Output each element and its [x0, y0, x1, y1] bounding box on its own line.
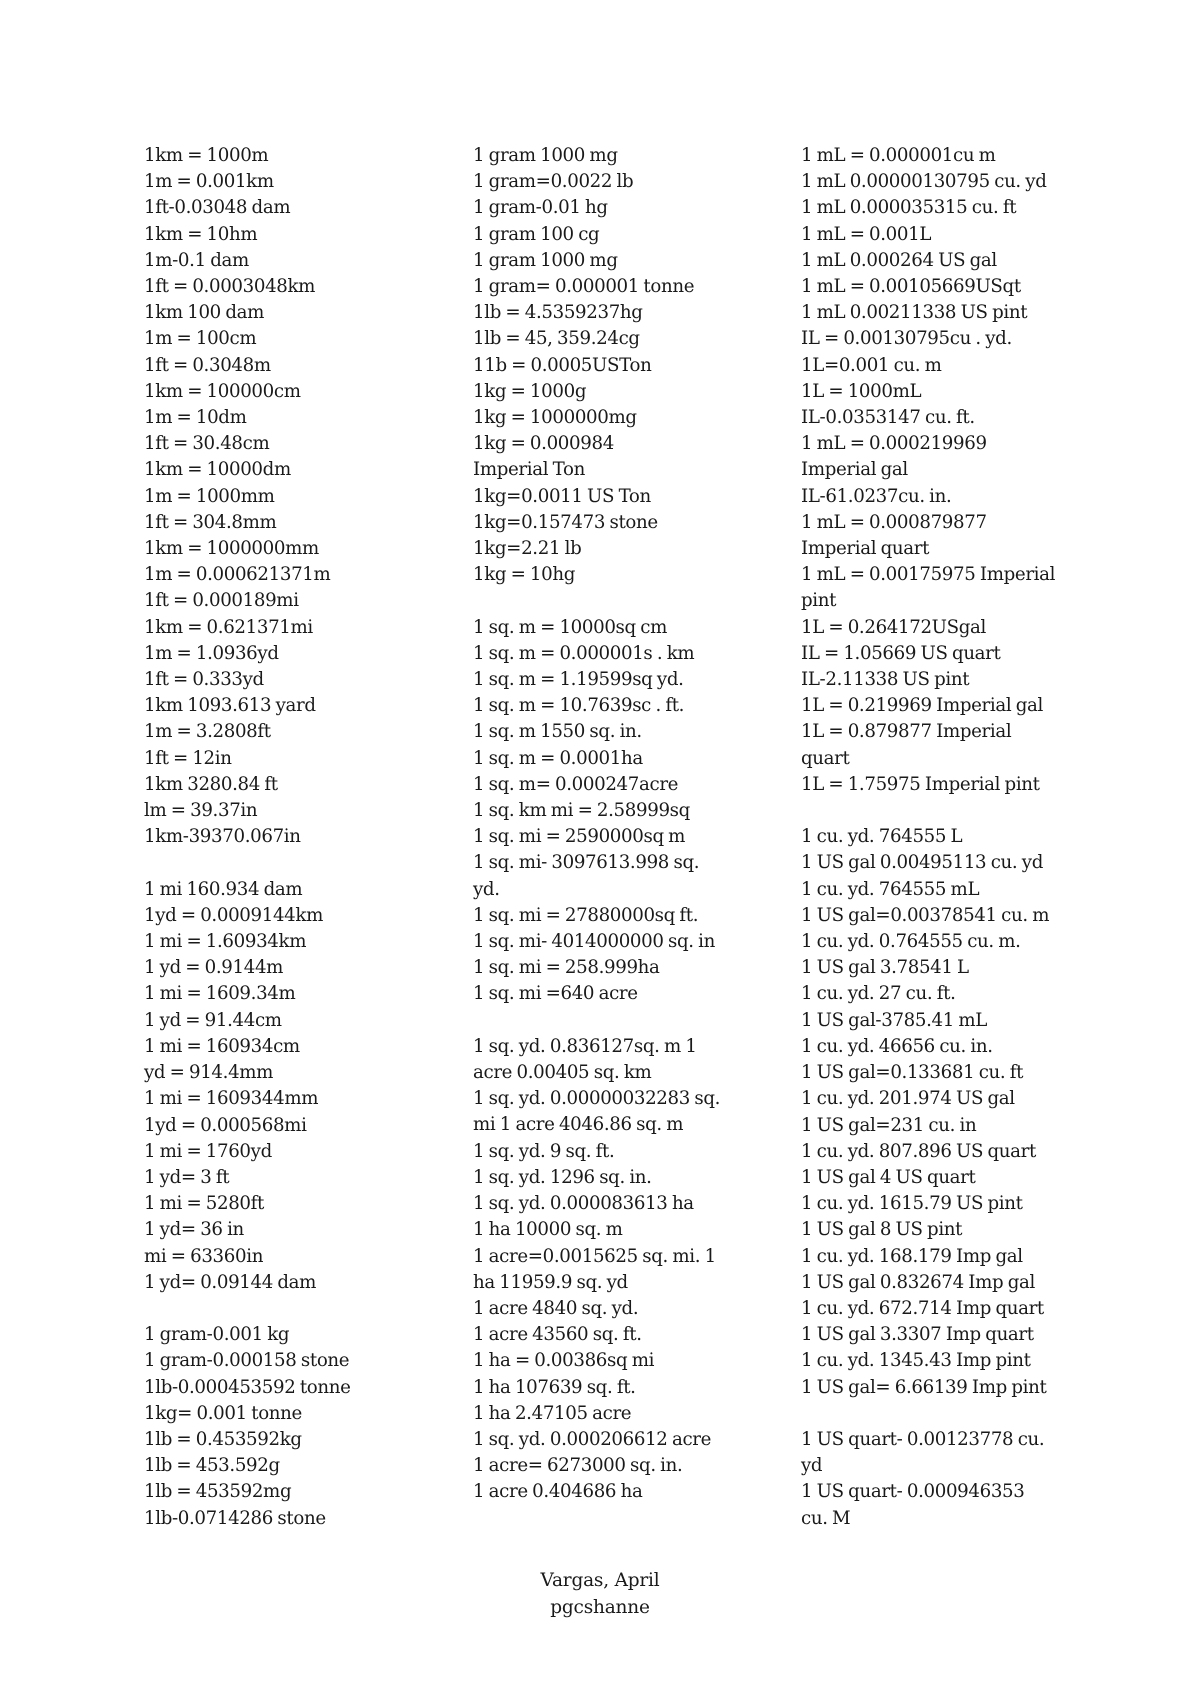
conversion-line: 1km 1093.613 yard [144, 695, 316, 717]
conversion-line: 1 sq. yd. 0.000083613 ha [473, 1193, 694, 1215]
conversion-line: 1km = 0.621371mi [144, 616, 313, 638]
conversion-line: 1 US quart- 0.000946353 [801, 1481, 1025, 1503]
conversion-line: 1 yd= 36 in [144, 1219, 244, 1241]
conversion-line: Imperial gal [801, 459, 908, 481]
footer [0, 1567, 1200, 1621]
conversion-line: 1L = 0.264172USgal [801, 616, 987, 638]
conversion-line: 1km = 10000dm [144, 459, 291, 481]
conversion-line: 1 gram-0.001 kg [144, 1324, 290, 1346]
conversion-line: 1 cu. yd. 27 cu. ft. [801, 983, 956, 1005]
column-length [144, 143, 414, 1532]
conversion-line: pint [801, 590, 837, 612]
conversion-line: 1kg=0.0011 US Ton [473, 485, 651, 507]
conversion-line: 1 sq. mi- 4014000000 sq. in [473, 931, 715, 953]
conversion-line: 1 gram-0.01 hg [473, 197, 608, 219]
conversion-line: 1 US gal=231 cu. in [801, 1114, 977, 1136]
conversion-line: 1 ha = 0.00386sq mi [473, 1350, 655, 1372]
conversion-line: 1 sq. m = 0.000001s . km [473, 642, 695, 664]
conversion-line: 1L = 0.219969 Imperial gal [801, 695, 1044, 717]
conversion-line: 1 US gal 0.832674 Imp gal [801, 1271, 1035, 1293]
conversion-line: IL-61.0237cu. in. [801, 485, 952, 507]
conversion-line: Imperial Ton [473, 459, 585, 481]
conversion-line: 1 gram=0.0022 lb [473, 171, 634, 193]
conversion-line: 1 sq. m = 0.0001ha [473, 747, 643, 769]
conversion-line: 1ft = 0.3048m [144, 354, 271, 376]
conversion-line: 1 cu. yd. 807.896 US quart [801, 1140, 1036, 1162]
conversion-line: 1 mL = 0.001L [801, 223, 932, 245]
conversion-line: 1 US gal 8 US pint [801, 1219, 963, 1241]
conversion-line: 1 mi 160.934 dam [144, 878, 303, 900]
conversion-line: 1 sq. yd. 0.000206612 acre [473, 1428, 712, 1450]
conversion-line: 1 mL 0.00211338 US pint [801, 302, 1028, 324]
conversion-line: 1 cu. yd. 1345.43 Imp pint [801, 1350, 1031, 1372]
footer-author: Vargas, April [540, 1570, 660, 1591]
conversion-line: 1km = 10hm [144, 223, 258, 245]
conversion-line: 1m = 10dm [144, 407, 247, 429]
conversion-line: 1kg=2.21 lb [473, 538, 582, 560]
conversion-line: 1ft = 304.8mm [144, 511, 277, 533]
conversion-line: 1 yd = 91.44cm [144, 1009, 282, 1031]
conversion-line: 1km-39370.067in [144, 826, 301, 848]
conversion-line: 1 acre 43560 sq. ft. [473, 1324, 642, 1346]
conversion-line: 1yd = 0.0009144km [144, 904, 323, 926]
conversion-line: 1ft-0.03048 dam [144, 197, 291, 219]
conversion-line: 1 ha 107639 sq. ft. [473, 1376, 636, 1398]
conversion-line: 1 US gal 3.3307 Imp quart [801, 1324, 1034, 1346]
conversion-line: 1 US gal-3785.41 mL [801, 1009, 988, 1031]
conversion-line: 1 sq. yd. 1296 sq. in. [473, 1166, 652, 1188]
conversion-line: 1L = 1.75975 Imperial pint [801, 773, 1040, 795]
conversion-line: 1 yd = 0.9144m [144, 957, 284, 979]
conversion-line: 1m = 0.001km [144, 171, 274, 193]
conversion-line: 1 mi = 1.60934km [144, 931, 307, 953]
conversion-line: 1 US gal 4 US quart [801, 1166, 976, 1188]
conversion-line [473, 1008, 743, 1034]
conversion-line: 1 sq. m = 10000sq cm [473, 616, 667, 638]
conversion-line: 1 sq. m 1550 sq. in. [473, 721, 642, 743]
conversion-line: 1km = 1000000mm [144, 538, 319, 560]
conversion-line: 1m = 1.0936yd [144, 642, 279, 664]
conversion-line: 11b = 0.0005USTon [473, 354, 652, 376]
conversion-line: 1lb = 45, 359.24cg [473, 328, 640, 350]
conversion-line: 1 US quart- 0.00123778 cu. [801, 1428, 1045, 1450]
conversion-line: 1 US gal 0.00495113 cu. yd [801, 852, 1043, 874]
conversion-line: IL = 1.05669 US quart [801, 642, 1001, 664]
conversion-line: 1 ha 10000 sq. m [473, 1219, 623, 1241]
conversion-line: 1ft = 0.0003048km [144, 276, 316, 298]
conversion-line: 1 sq. km mi = 2.58999sq [473, 800, 690, 822]
conversion-line: yd = 914.4mm [144, 1062, 274, 1084]
conversion-line [144, 1296, 414, 1322]
conversion-line: 1L=0.001 cu. m [801, 354, 942, 376]
conversion-line: 1lb = 4.5359237hg [473, 302, 643, 324]
conversion-line: 1 US gal= 6.66139 Imp pint [801, 1376, 1047, 1398]
conversion-line: 1 sq. mi =640 acre [473, 983, 638, 1005]
conversion-line: 1 sq. mi = 27880000sq ft. [473, 904, 699, 926]
conversion-line: 1kg=0.157473 stone [473, 511, 658, 533]
conversion-line: 1 cu. yd. 0.764555 cu. m. [801, 931, 1021, 953]
conversion-line: ha 11959.9 sq. yd [473, 1271, 628, 1293]
conversion-line: IL-2.11338 US pint [801, 669, 970, 691]
conversion-line: 1km = 1000m [144, 145, 269, 166]
conversion-line: cu. M [801, 1507, 851, 1529]
conversion-line: 1km 3280.84 ft [144, 773, 278, 795]
conversion-line: 1m = 0.000621371m [144, 564, 331, 586]
conversion-line: 1m-0.1 dam [144, 249, 249, 271]
conversion-line: 1 mi = 160934cm [144, 1035, 300, 1057]
conversion-line [473, 588, 743, 614]
conversion-line: 1 mL = 0.000879877 [801, 511, 987, 533]
conversion-line: 1 mL = 0.000001cu m [801, 145, 996, 166]
conversion-line: 1 acre= 6273000 sq. in. [473, 1455, 683, 1477]
conversion-line: 1lb-0.000453592 tonne [144, 1376, 351, 1398]
conversion-line: IL-0.0353147 cu. ft. [801, 407, 975, 429]
conversion-line: 1km 100 dam [144, 302, 264, 324]
conversion-line: mi = 63360in [144, 1245, 264, 1267]
conversion-line: 1ft = 30.48cm [144, 433, 270, 455]
conversion-line: 1 acre 0.404686 ha [473, 1481, 643, 1503]
conversion-line: 1 sq. mi = 258.999ha [473, 957, 660, 979]
conversion-line: 1 US gal=0.133681 cu. ft [801, 1062, 1024, 1084]
conversion-line: 1 cu. yd. 46656 cu. in. [801, 1035, 993, 1057]
conversion-line: 1 mi = 1609344mm [144, 1088, 319, 1110]
conversion-line: 1 cu. yd. 672.714 Imp quart [801, 1297, 1044, 1319]
conversion-line: 1 US gal 3.78541 L [801, 957, 969, 979]
conversion-line: 1 gram 1000 mg [473, 145, 618, 166]
conversion-line: 1 sq. m= 0.000247acre [473, 773, 679, 795]
conversion-line: Imperial quart [801, 538, 930, 560]
conversion-line: 1 yd= 0.09144 dam [144, 1271, 317, 1293]
conversion-line: 1 sq. yd. 0.836127sq. m 1 [473, 1035, 697, 1057]
conversion-line: 1 cu. yd. 201.974 US gal [801, 1088, 1015, 1110]
conversion-line: 1lb-0.0714286 stone [144, 1507, 326, 1529]
conversion-line: 1 ha 2.47105 acre [473, 1402, 632, 1424]
conversion-line: 1yd = 0.000568mi [144, 1114, 307, 1136]
conversion-line: 1 sq. m = 10.7639sc . ft. [473, 695, 685, 717]
conversion-line: 1 gram= 0.000001 tonne [473, 276, 695, 298]
conversion-line: 1 mi = 5280ft [144, 1193, 264, 1215]
conversion-line: 1km = 100000cm [144, 380, 301, 402]
conversion-line: IL = 0.00130795cu . yd. [801, 328, 1012, 350]
conversion-line: 1ft = 0.333yd [144, 669, 264, 691]
conversion-line: 1kg = 0.000984 [473, 433, 614, 455]
column-mass-area [473, 143, 743, 1506]
conversion-line: 1 mi = 1609.34m [144, 983, 296, 1005]
conversion-line [801, 798, 1071, 824]
conversion-line: 1m = 1000mm [144, 485, 275, 507]
conversion-line: 1 mL = 0.00175975 Imperial [801, 564, 1056, 586]
conversion-line: mi 1 acre 4046.86 sq. m [473, 1114, 684, 1136]
conversion-line: 1 gram 100 cg [473, 223, 600, 245]
conversion-line: 1m = 3.2808ft [144, 721, 271, 743]
conversion-line: 1 yd= 3 ft [144, 1166, 230, 1188]
conversion-line: 1 US gal=0.00378541 cu. m [801, 904, 1050, 926]
conversion-line: 1 acre=0.0015625 sq. mi. 1 [473, 1245, 716, 1267]
conversion-line: 1L = 0.879877 Imperial [801, 721, 1012, 743]
conversion-line: 1L = 1000mL [801, 380, 922, 402]
conversion-line: 1 mi = 1760yd [144, 1140, 272, 1162]
conversion-line: yd [801, 1455, 823, 1477]
conversion-line: yd. [473, 878, 500, 900]
conversion-line: 1 mL = 0.00105669USqt [801, 276, 1021, 298]
conversion-line: 1 mL 0.00000130795 cu. yd [801, 171, 1047, 193]
conversion-line: 1 cu. yd. 168.179 Imp gal [801, 1245, 1023, 1267]
conversion-line: 1lb = 453592mg [144, 1481, 292, 1503]
conversion-line: 1 cu. yd. 764555 mL [801, 878, 980, 900]
conversion-line: 1kg = 1000000mg [473, 407, 637, 429]
conversion-line: 1 cu. yd. 764555 L [801, 826, 963, 848]
conversion-line: 1ft = 0.000189mi [144, 590, 299, 612]
conversion-line: 1 mL = 0.000219969 [801, 433, 987, 455]
conversion-line: 1 mL 0.000264 US gal [801, 249, 997, 271]
conversion-line: 1lb = 453.592g [144, 1455, 280, 1477]
conversion-line: 1lb = 0.453592kg [144, 1428, 302, 1450]
conversion-line: acre 0.00405 sq. km [473, 1062, 652, 1084]
column-volume [801, 143, 1071, 1532]
conversion-line: 1 sq. mi- 3097613.998 sq. [473, 852, 700, 874]
conversion-line: quart [801, 747, 850, 769]
conversion-line: 1m = 100cm [144, 328, 257, 350]
conversion-line: 1kg= 0.001 tonne [144, 1402, 302, 1424]
conversion-line: 1 sq. yd. 9 sq. ft. [473, 1140, 615, 1162]
conversion-line: 1 acre 4840 sq. yd. [473, 1297, 639, 1319]
conversion-line: 1 gram 1000 mg [473, 249, 618, 271]
conversion-line: 1ft = 12in [144, 747, 232, 769]
conversion-line: 1 gram-0.000158 stone [144, 1350, 350, 1372]
conversion-line [801, 1401, 1071, 1427]
conversion-line: lm = 39.37in [144, 800, 258, 822]
conversion-line: 1kg = 10hg [473, 564, 576, 586]
footer-signature: pgcshanne [550, 1597, 650, 1618]
conversion-line: 1 sq. m = 1.19599sq yd. [473, 669, 684, 691]
conversion-line: 1 sq. yd. 0.00000032283 sq. [473, 1088, 721, 1110]
conversion-line: 1 sq. mi = 2590000sq m [473, 826, 686, 848]
conversion-line [144, 850, 414, 876]
conversion-line: 1 mL 0.000035315 cu. ft [801, 197, 1017, 219]
conversion-line: 1 cu. yd. 1615.79 US pint [801, 1193, 1023, 1215]
conversion-line: 1kg = 1000g [473, 380, 587, 402]
